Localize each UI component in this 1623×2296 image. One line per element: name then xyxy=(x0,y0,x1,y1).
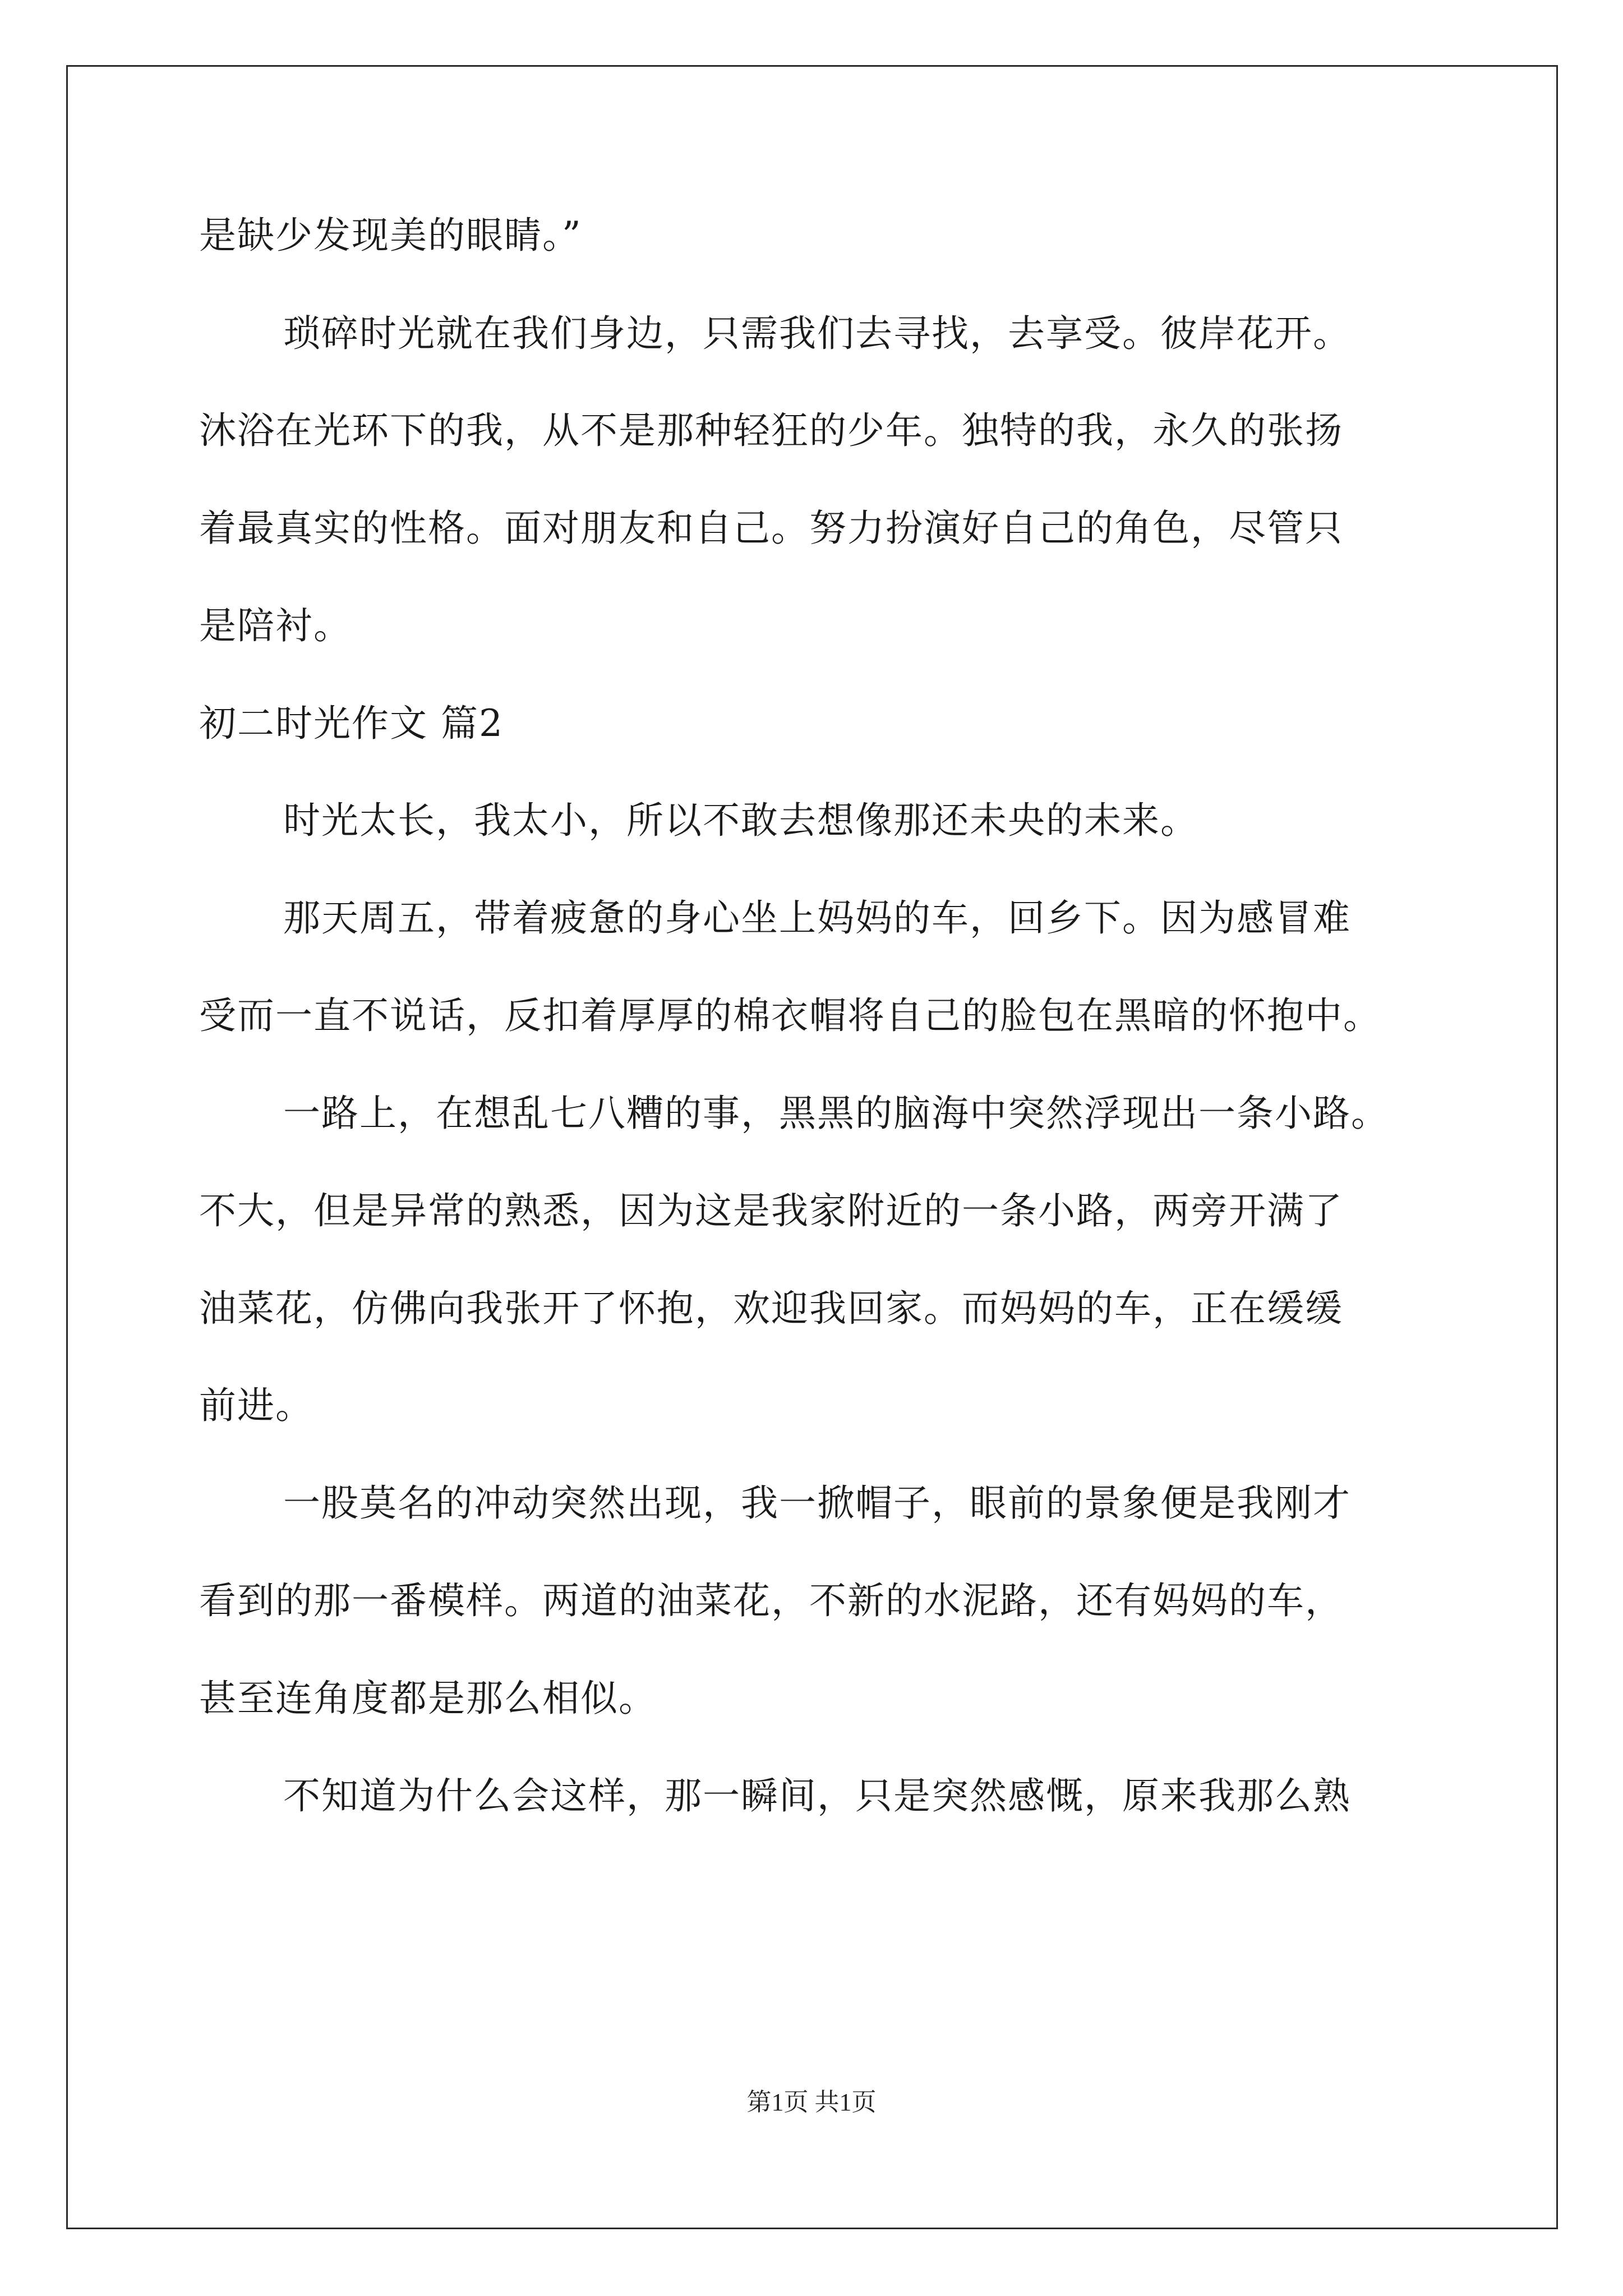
text-line: 是陪衬。 xyxy=(199,604,352,647)
text-line: 着最真实的性格。面对朋友和自己。努力扮演好自己的角色，尽管只 xyxy=(199,507,1343,550)
text-line: 是缺少发现美的眼睛。” xyxy=(199,214,582,257)
paragraph-start: 琐碎时光就在我们身边，只需我们去寻找，去享受。彼岸花开。 xyxy=(283,312,1351,355)
text-line: 看到的那一番模样。两道的油菜花，不新的水泥路，还有妈妈的车， xyxy=(199,1579,1343,1622)
text-line: 沐浴在光环下的我，从不是那种轻狂的少年。独特的我，永久的张扬 xyxy=(199,409,1343,452)
section-heading: 初二时光作文 篇2 xyxy=(199,702,504,745)
page-border xyxy=(66,65,1558,2229)
text-line: 甚至连角度都是那么相似。 xyxy=(199,1677,657,1720)
text-line: 油菜花，仿佛向我张开了怀抱，欢迎我回家。而妈妈的车，正在缓缓 xyxy=(199,1287,1343,1330)
text-line: 前进。 xyxy=(199,1384,313,1427)
paragraph-start: 时光太长，我太小，所以不敢去想像那还未央的未来。 xyxy=(283,799,1198,842)
paragraph-start: 一路上，在想乱七八糟的事，黑黑的脑海中突然浮现出一条小路。 xyxy=(283,1092,1389,1135)
text-line: 受而一直不说话，反扣着厚厚的棉衣帽将自己的脸包在黑暗的怀抱中。 xyxy=(199,994,1381,1037)
text-line: 不大，但是异常的熟悉，因为这是我家附近的一条小路，两旁开满了 xyxy=(199,1189,1343,1232)
paragraph-start: 不知道为什么会这样，那一瞬间，只是突然感慨，原来我那么熟 xyxy=(283,1774,1351,1818)
paragraph-start: 那天周五，带着疲惫的身心坐上妈妈的车，回乡下。因为感冒难 xyxy=(283,896,1351,940)
page-footer: 第1页 共1页 xyxy=(746,2088,877,2116)
paragraph-start: 一股莫名的冲动突然出现，我一掀帽子，眼前的景象便是我刚才 xyxy=(283,1481,1351,1525)
